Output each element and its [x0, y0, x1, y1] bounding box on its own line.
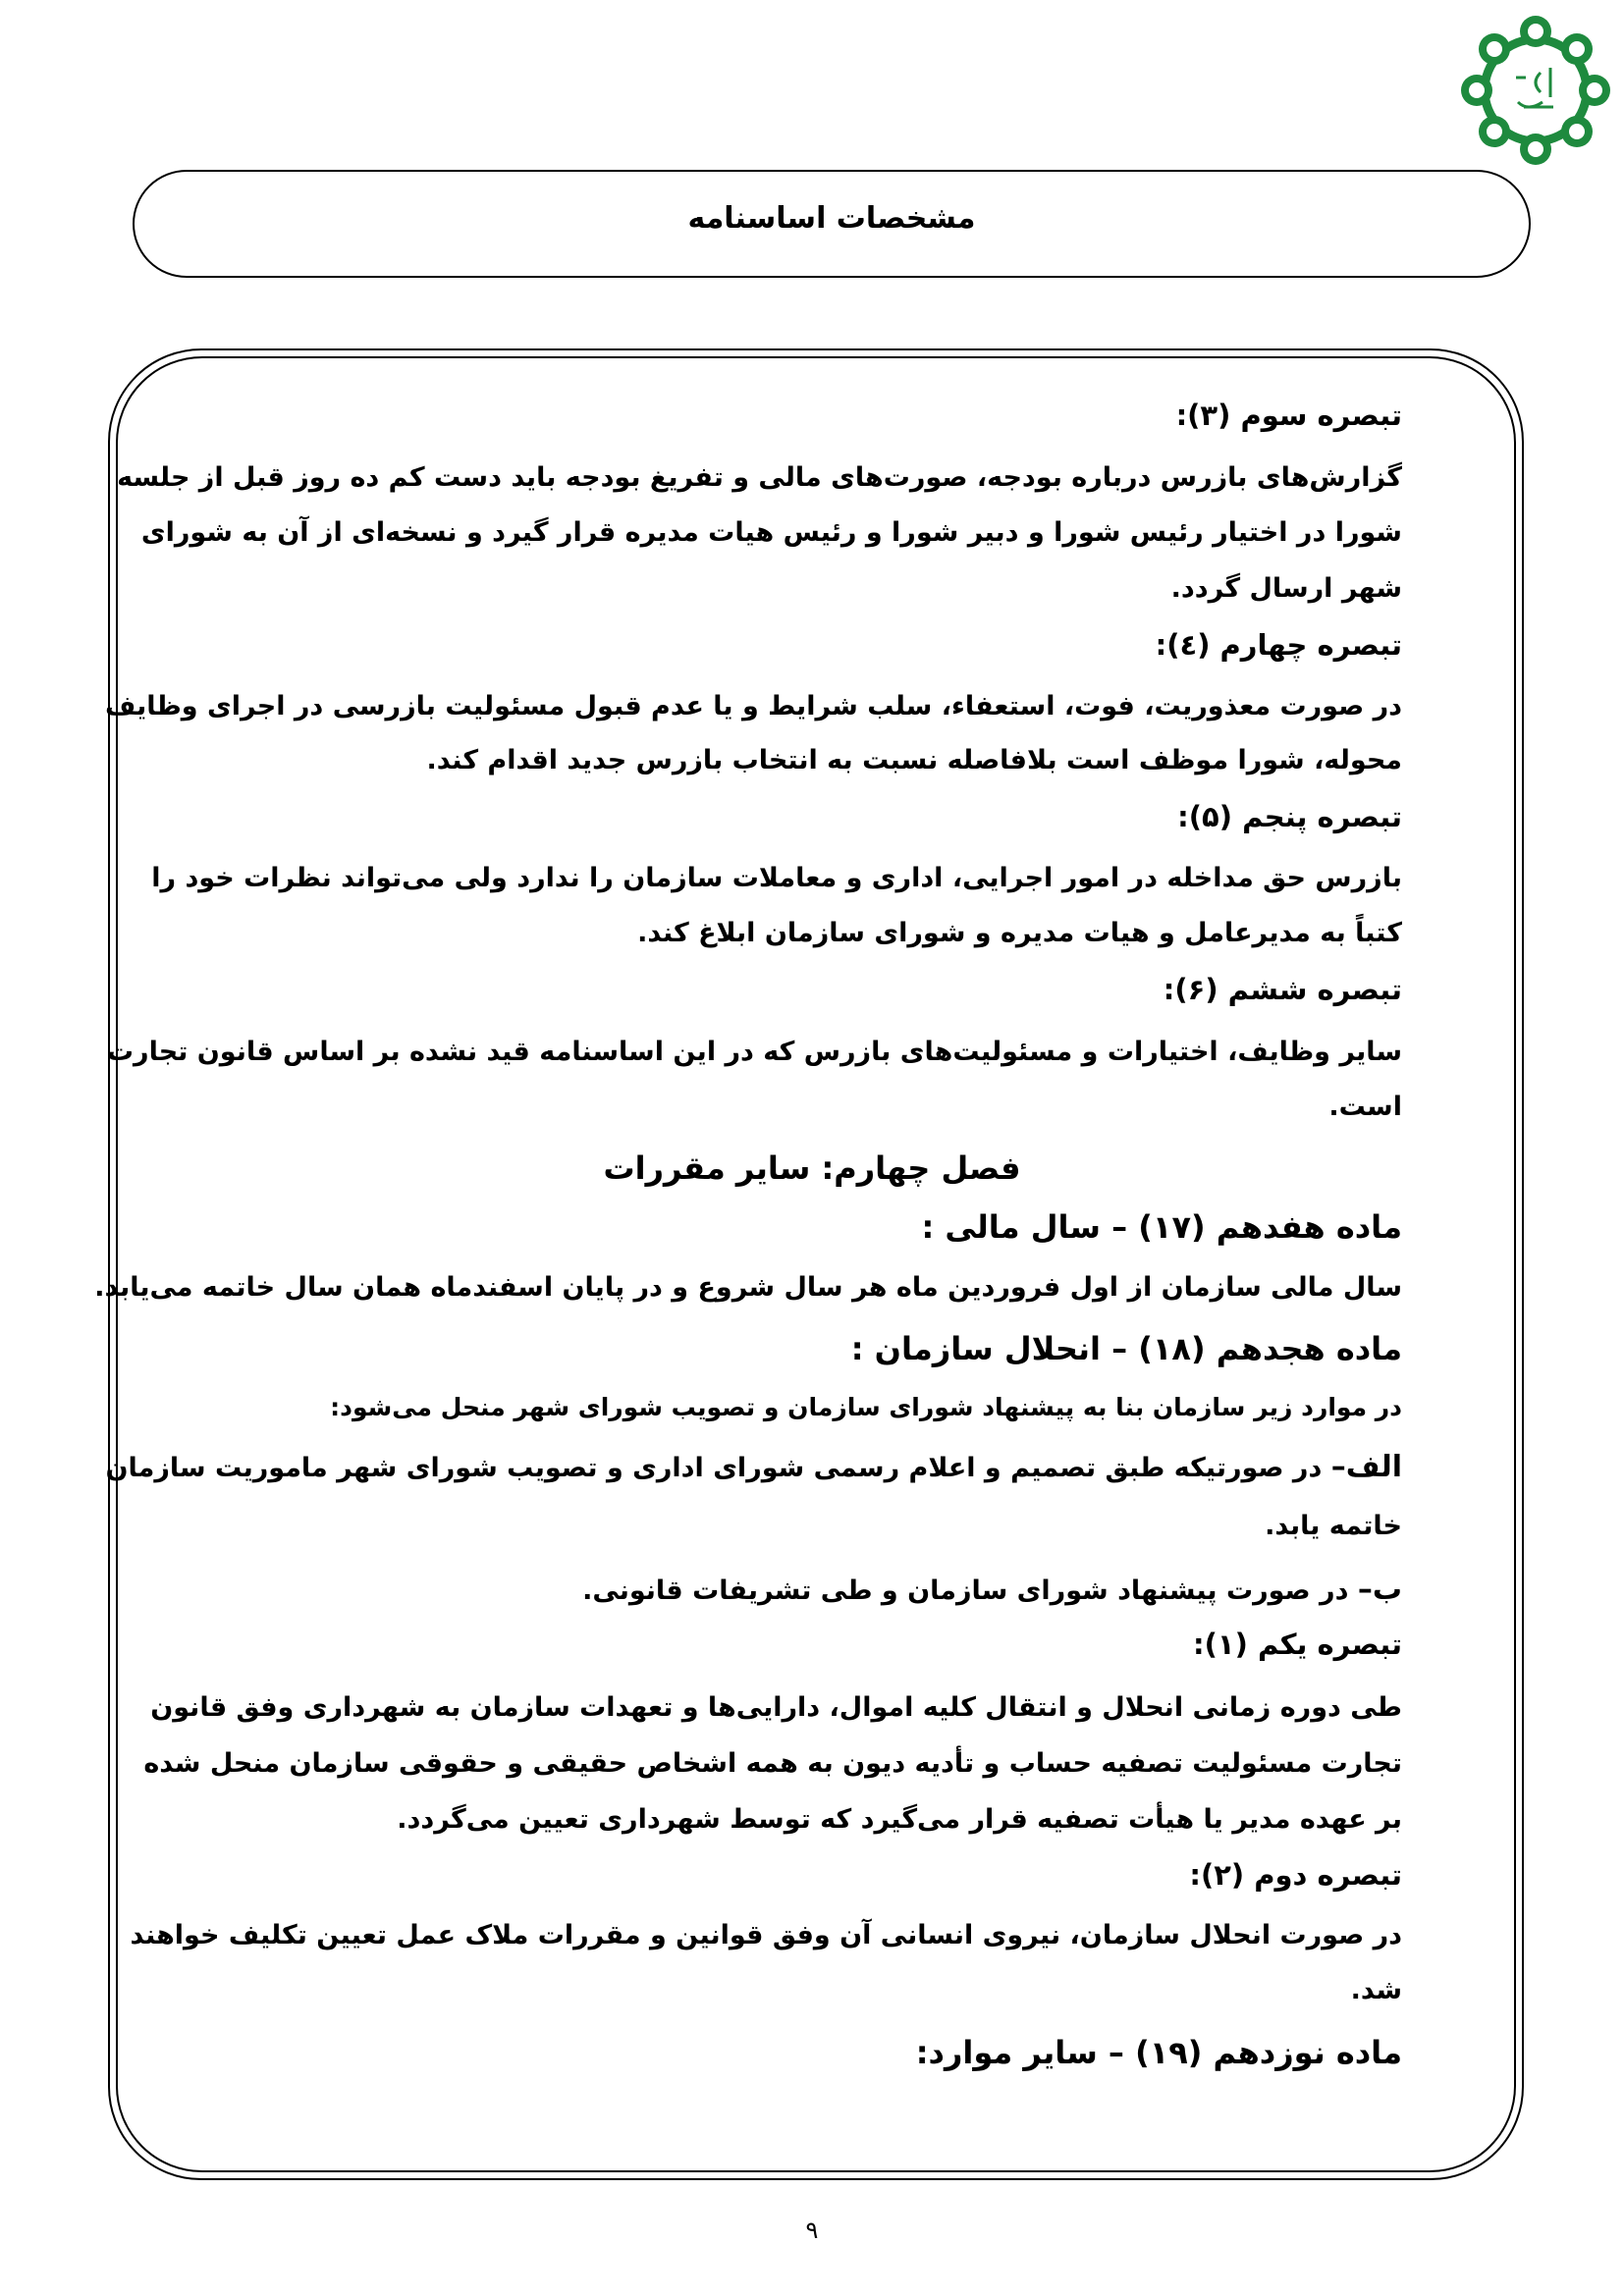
article-heading: ماده هجدهم (۱۸) – انحلال سازمان :: [850, 1330, 1402, 1367]
note-heading: تبصره چهارم (٤):: [1155, 628, 1402, 662]
paragraph-line: شهر ارسال گردد.: [1170, 573, 1402, 604]
paragraph-line: شورا در اختیار رئیس شورا و دبیر شورا و رئیس هیات مدیره قرار گیرد و نسخه‌ای از آن به شورای: [140, 517, 1402, 548]
paragraph-line: کتباً به مدیرعامل و هیات مدیره و شورای سازمان ابلاغ کند.: [637, 918, 1402, 948]
article-heading: ماده نوزدهم (۱۹) – سایر موارد:: [915, 2034, 1402, 2071]
note-heading: تبصره سوم (۳):: [1175, 399, 1402, 432]
tehran-city-council-logo: [1457, 14, 1614, 166]
paragraph-line: شد.: [1350, 1975, 1402, 2005]
article-heading: ماده هفدهم (۱۷) – سال مالی :: [921, 1208, 1402, 1246]
paragraph-line: است.: [1328, 1092, 1402, 1122]
paragraph-line: بر عهده مدیر یا هیأت تصفیه قرار می‌گیرد که توسط شهرداری تعیین می‌گردد.: [397, 1804, 1402, 1835]
list-item-text: در صورت پیشنهاد شورای سازمان و طی تشریفات قانونی.: [582, 1575, 1358, 1606]
list-item-text: در صورتیکه طبق تصمیم و اعلام رسمی شورای اداری و تصویب شورای شهر ماموریت سازمان: [105, 1453, 1331, 1483]
paragraph-line: تجارت مسئولیت تصفیه حساب و تأدیه دیون به همه اشخاص حقیقی و حقوقی سازمان منحل شده: [143, 1748, 1402, 1779]
list-item-be: [234, 1571, 1402, 1610]
list-marker: ب–: [1357, 1573, 1402, 1607]
header-banner: [133, 170, 1531, 278]
paragraph-line: در صورت انحلال سازمان، نیروی انسانی آن وفق قوانین و مقررات ملاک عمل تعیین تکلیف خواهند: [130, 1920, 1402, 1950]
paragraph-line: در صورت معذوریت، فوت، استعفاء، سلب شرایط و یا عدم قبول مسئولیت بازرسی در اجرای وظایف: [104, 691, 1402, 721]
paragraph-line: گزارش‌های بازرس درباره بودجه، صورت‌های مالی و تفریغ بودجه باید دست کم ده روز قبل از جلسه: [117, 462, 1402, 493]
chapter-heading: فصل چهارم: سایر مقررات: [603, 1149, 1021, 1187]
list-marker: الف–: [1330, 1450, 1402, 1484]
paragraph-line: در موارد زیر سازمان بنا به پیشنهاد شورای سازمان و تصویب شورای شهر منحل می‌شود:: [330, 1393, 1402, 1421]
note-heading: تبصره دوم (۲):: [1189, 1858, 1402, 1892]
paragraph-line: سال مالی سازمان از اول فروردین ماه هر سال شروع و در پایان اسفندماه همان سال خاتمه می‌یابد.: [94, 1272, 1402, 1303]
page-title: مشخصات اساسنامه: [687, 201, 976, 236]
paragraph-line: بازرس حق مداخله در امور اجرایی، اداری و معاملات سازمان را ندارد ولی می‌تواند نظرات خود را: [151, 863, 1402, 893]
page-number: ۹: [805, 2216, 819, 2244]
paragraph-line: طی دوره زمانی انحلال و انتقال کلیه اموال، دارایی‌ها و تعهدات سازمان به شهرداری وفق قانون: [150, 1692, 1402, 1723]
paragraph-line: سایر وظایف، اختیارات و مسئولیت‌های بازرس که در این اساسنامه قید نشده بر اساس قانون تجارت: [106, 1037, 1402, 1067]
note-heading: تبصره یکم (۱):: [1193, 1628, 1402, 1661]
list-item-alef: [105, 1448, 1402, 1487]
paragraph-line: محوله، شورا موظف است بلافاصله نسبت به انتخاب بازرس جدید اقدام کند.: [426, 745, 1402, 775]
note-heading: تبصره پنجم (۵):: [1177, 800, 1402, 833]
paragraph-line: خاتمه یابد.: [1265, 1511, 1402, 1541]
note-heading: تبصره ششم (۶):: [1163, 973, 1402, 1006]
